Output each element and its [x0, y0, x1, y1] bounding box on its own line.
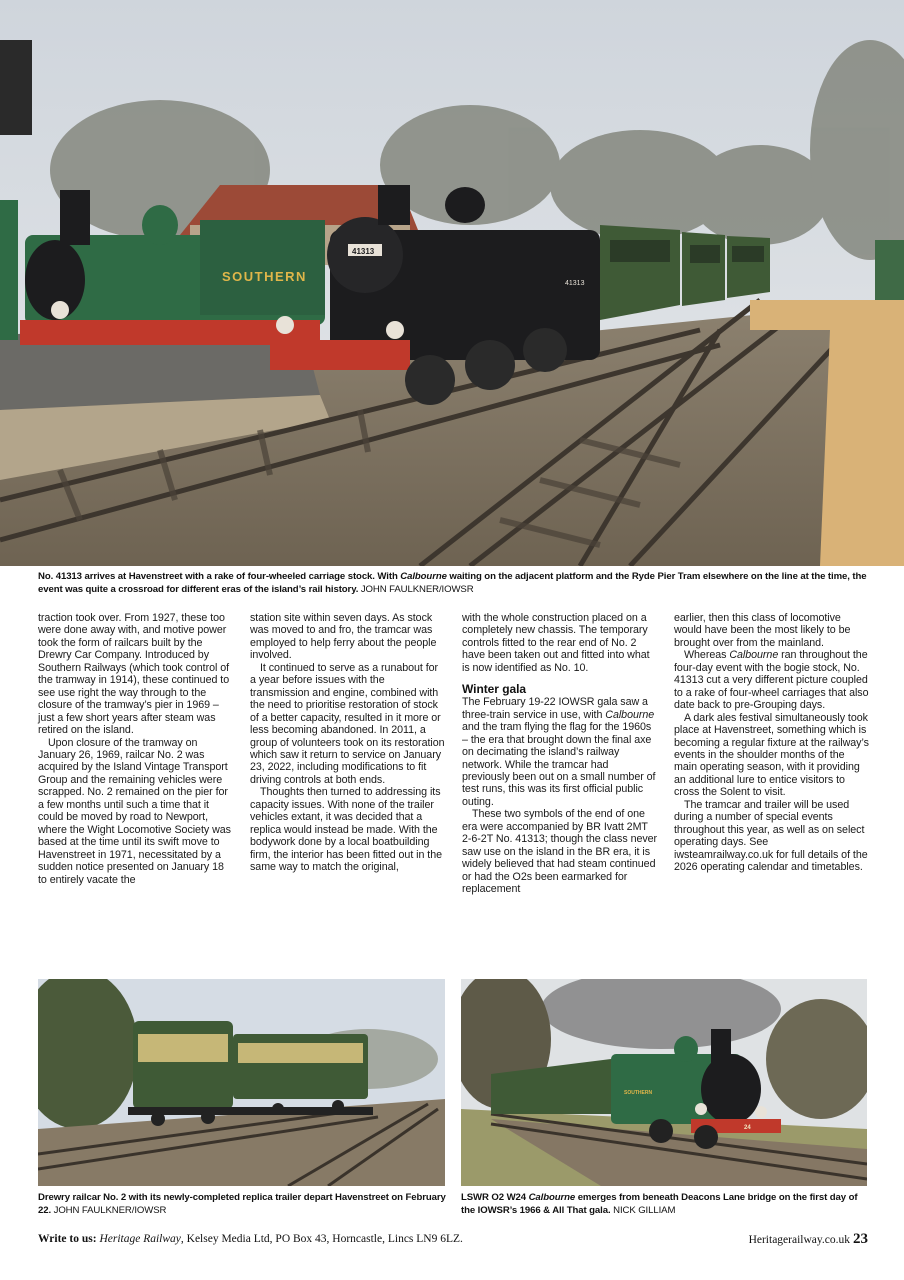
- main-photo: [0, 0, 904, 566]
- text-run-italic: Calbourne: [729, 649, 779, 662]
- footer-address: [38, 1233, 463, 1245]
- paragraph: It continued to serve as a runabout for a year before issues with the transmission and engine, combined with the need to prioritise restoration of stock of a better capacity, resulted in it more or less becoming abandoned. In 2011, a group of volunteers took on its restoration which saw it return to service on January 23, 2022, including modifications to fit driving controls at both ends.: [250, 661, 445, 786]
- main-photo-illustration: [0, 0, 904, 566]
- photo-credit: JOHN FAULKNER/IOWSR: [360, 584, 474, 595]
- caption-italic-name: Calbourne: [528, 1192, 576, 1203]
- calbourne-photo-illustration: [461, 979, 867, 1186]
- paragraph: These two symbols of the end of one era were accompanied by BR Ivatt 2MT 2-6-2T No. 41313; though the class never saw use on the island in the BR era, it is widely believed that had steam continued or had the O2s been earmarked for replacement: [462, 808, 658, 896]
- footer-website: [749, 1231, 868, 1248]
- footer-magazine-name: Heritage Railway: [99, 1233, 181, 1245]
- paragraph: Upon closure of the tramway on January 26, 1969, railcar No. 2 was acquired by the Island Vintage Transport Group and the remaining vehicles were scrapped. No. 2 remained on the pier for a few months until such a time that it could be moved by road to Newport, where the Wight Locomotive Society was based at the time until its swift move to Havenstreet in 1971, necessitated by a sudden notice presented on January 18 to entirely vacate the: [38, 736, 231, 886]
- southern-lettering: SOUTHERN: [222, 269, 307, 284]
- small-southern-lettering: SOUTHERN: [624, 1090, 653, 1096]
- section-heading: Winter gala: [462, 682, 527, 697]
- loco-side-number: 41313: [565, 280, 585, 287]
- railcar-photo: [38, 979, 445, 1186]
- caption-italic-name: Calbourne: [400, 571, 447, 582]
- paragraph: traction took over. From 1927, these too were done away with, and motive power took the form of railcars built by the Drewry Car Company. Introduced by Southern Railways (which took control of the tramway in 1914), these continued to see use right the way through to the closure of the tramway’s pier in 1969 – just a few short years after steam was retired on the island.: [38, 612, 230, 737]
- footer-address-text: , Kelsey Media Ltd, PO Box 43, Horncastle, Lincs LN9 6LZ.: [180, 1233, 463, 1245]
- drewry-railcar: [128, 1021, 373, 1126]
- paragraph: earlier, then this class of locomotive would have been the most likely to be brought over from the mainland.: [674, 612, 851, 649]
- footer-website-link[interactable]: Heritagerailway.co.uk: [748, 1234, 850, 1246]
- caption-text: waiting on the adjacent platform and the Ryde Pier Tram elsewhere on the line at the time, the event was quite a crossroad for different eras of the island’s rail history.: [38, 571, 867, 595]
- text-run: ran throughout the four-day event with the bogie stock, No. 41313 cut a very different picture coupled to a rake of four-wheel carriages that also date back to pre-Grouping days.: [674, 649, 869, 712]
- paragraph: A dark ales festival simultaneously took place at Havenstreet, something which is becoming a regular fixture at the railway’s events in the shoulder months of the main operating season, with it providing an additional lure to entice visitors to cross the Solent to visit.: [674, 711, 869, 799]
- railcar-photo-caption: [38, 1191, 448, 1217]
- loco-number-plate: 41313: [352, 247, 375, 256]
- photo-credit: NICK GILLIAM: [613, 1205, 676, 1216]
- caption-text: Drewry railcar No. 2 with its newly-completed replica trailer depart Havenstreet on February 22.: [38, 1192, 446, 1216]
- water-tower: [0, 40, 32, 135]
- small-loco-number: 24: [744, 1125, 751, 1131]
- page-number: 23: [853, 1231, 868, 1247]
- photo-credit: JOHN FAULKNER/IOWSR: [53, 1205, 167, 1216]
- article-column-3: [462, 612, 658, 896]
- main-photo-caption: [38, 570, 868, 596]
- caption-text: LSWR O2 W24: [461, 1192, 529, 1203]
- article-column-4: [674, 612, 870, 874]
- text-run: and the tram flying the flag for the 1960s – the era that brought down the final axe on decimating the island’s railway network. While the tramcar had previously been out on a small number of test runs, this was its first official public outing.: [462, 721, 656, 808]
- calbourne-photo-caption: [461, 1191, 871, 1217]
- paragraph: Thoughts then turned to addressing its capacity issues. With none of the trailer vehicles extant, it was decided that a replica would instead be made. With the bodywork done by a local boatbuilding firm, the interior has been fitted out in the same way to match the original,: [250, 786, 443, 874]
- calbourne-photo: [461, 979, 867, 1186]
- footer-label: Write to us:: [38, 1233, 97, 1245]
- paragraph: with the whole construction placed on a completely new chassis. The temporary controls fitted to the rear end of No. 2 have been taken out and fitted into what is now identified as No. 10.: [462, 612, 650, 674]
- caption-text: No. 41313 arrives at Havenstreet with a rake of four-wheeled carriage stock. With: [38, 571, 401, 582]
- paragraph: The tramcar and trailer will be used during a number of special events throughout this year, as well as on select operating days. See iwsteamrailway.co.uk for full details of the 2026 operating calendar and timetables.: [674, 798, 868, 874]
- text-run-italic: Calbourne: [605, 708, 655, 721]
- article-column-1: [38, 612, 234, 886]
- paragraph: station site within seven days. As stock was moved to and fro, the tramcar was employed to help ferry about the people involved.: [250, 612, 437, 662]
- paragraph: [674, 649, 870, 711]
- text-run: Whereas: [684, 649, 730, 662]
- caption-text: emerges from beneath Deacons Lane bridge on the first day of the IOWSR’s 1966 & All That gala.: [461, 1192, 858, 1216]
- article-column-2: [250, 612, 446, 874]
- railcar-photo-illustration: [38, 979, 445, 1186]
- text-run: The February 19-22 IOWSR gala saw a three-train service in use, with: [462, 696, 648, 721]
- paragraph: [462, 696, 658, 808]
